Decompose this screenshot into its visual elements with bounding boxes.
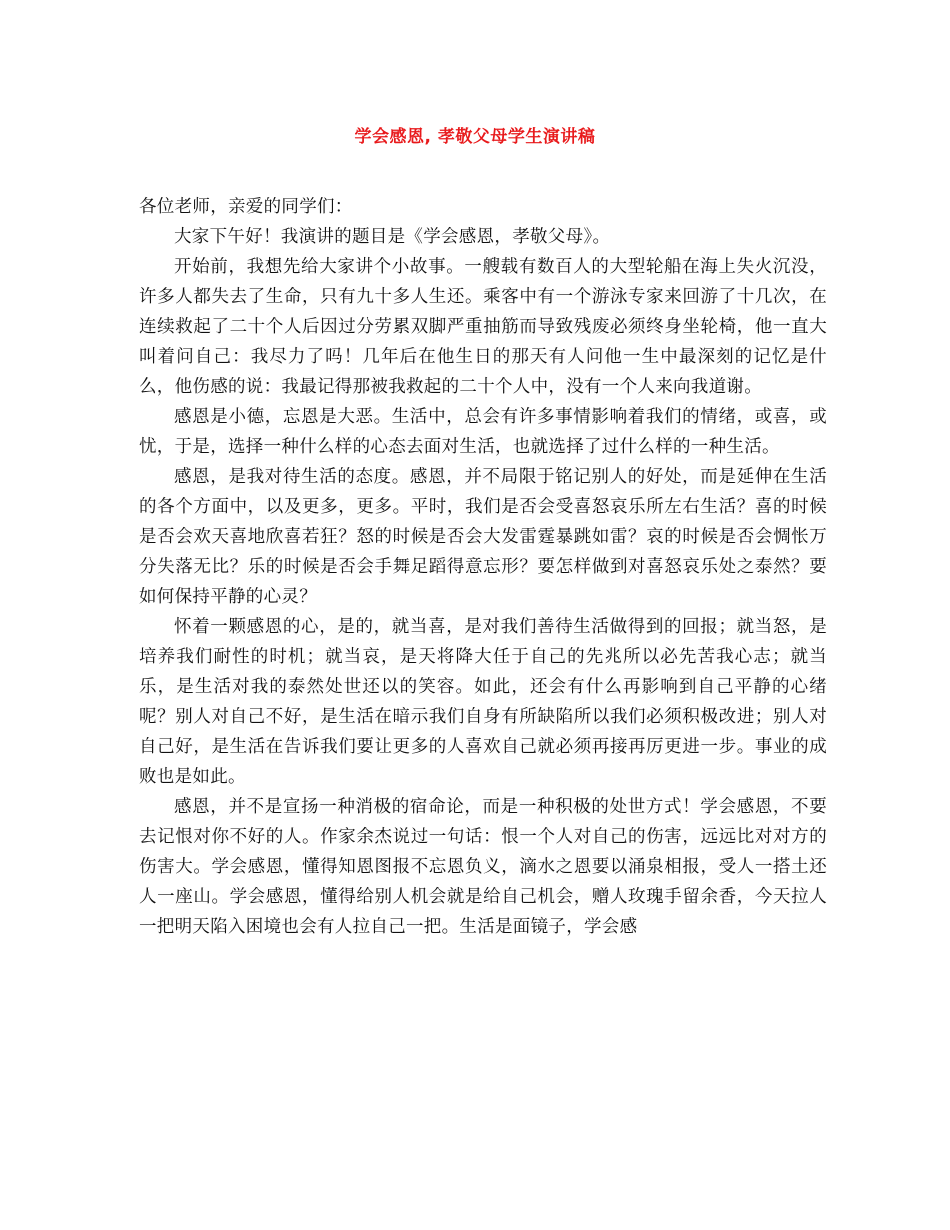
salutation: 各位老师，亲爱的同学们： bbox=[139, 197, 353, 217]
paragraph-gratitude-virtue: 感恩是小德，忘恩是大恶。生活中，总会有许多事情影响着我们的情绪，或喜，或忧，于是，选择一种什么样的心态去面对生活，也就选择了过什么样的一种生活。 bbox=[139, 407, 827, 457]
paragraph-greeting: 大家下午好！我演讲的题目是《学会感恩，孝敬父母》。 bbox=[174, 227, 611, 247]
document-title: 学会感恩, 孝敬父母学生演讲稿 bbox=[354, 127, 596, 147]
paragraph-positive-way: 感恩，并不是宣扬一种消极的宿命论，而是一种积极的处世方式！学会感恩，不要去记恨对你不好的人。作家余杰说过一句话：恨一个人对自己的伤害，远远比对对方的伤害大。学会感恩，懂得知恩图报不忘恩负义，滴水之恩要以涌泉相报，受人一搭土还人一座山。学会感恩，懂得给别人机会就是给自己机会，赠人玫瑰手留余香，今天拉人一把明天陷入困境也会有人拉自己一把。生活是面镜子，学会感 bbox=[139, 797, 827, 937]
paragraph-attitude: 感恩，是我对待生活的态度。感恩，并不局限于铭记别人的好处，而是延伸在生活的各个方面中，以及更多，更多。平时，我们是否会受喜怒哀乐所左右生活？喜的时候是否会欢天喜地欣喜若狂？怒的时候是否会大发雷霆暴跳如雷？哀的时候是否会惆怅万分失落无比？乐的时候是否会手舞足蹈得意忘形？要怎样做到对喜怒哀乐处之泰然？要如何保持平静的心灵？ bbox=[139, 467, 827, 607]
paragraph-story: 开始前，我想先给大家讲个小故事。一艘载有数百人的大型轮船在海上失火沉没，许多人都失去了生命，只有九十多人生还。乘客中有一个游泳专家来回游了十几次，在连续救起了二十个人后因过分劳累双脚严重抽筋而导致残废必须终身坐轮椅，他一直大叫着问自己：我尽力了吗！几年后在他生日的那天有人问他一生中最深刻的记忆是什么，他伤感的说：我最记得那被我救起的二十个人中，没有一个人来向我道谢。 bbox=[139, 257, 827, 397]
paragraph-grateful-heart: 怀着一颗感恩的心，是的，就当喜，是对我们善待生活做得到的回报；就当怒，是培养我们耐性的时机；就当哀，是天将降大任于自己的先兆所以必先苦我心志；就当乐，是生活对我的泰然处世还以的笑容。如此，还会有什么再影响到自己平静的心绪呢？别人对自己不好，是生活在暗示我们自身有所缺陷所以我们必须积极改进；别人对自己好，是生活在告诉我们要让更多的人喜欢自己就必须再接再厉更进一步。事业的成败也是如此。 bbox=[139, 617, 827, 787]
document-body bbox=[139, 192, 827, 942]
